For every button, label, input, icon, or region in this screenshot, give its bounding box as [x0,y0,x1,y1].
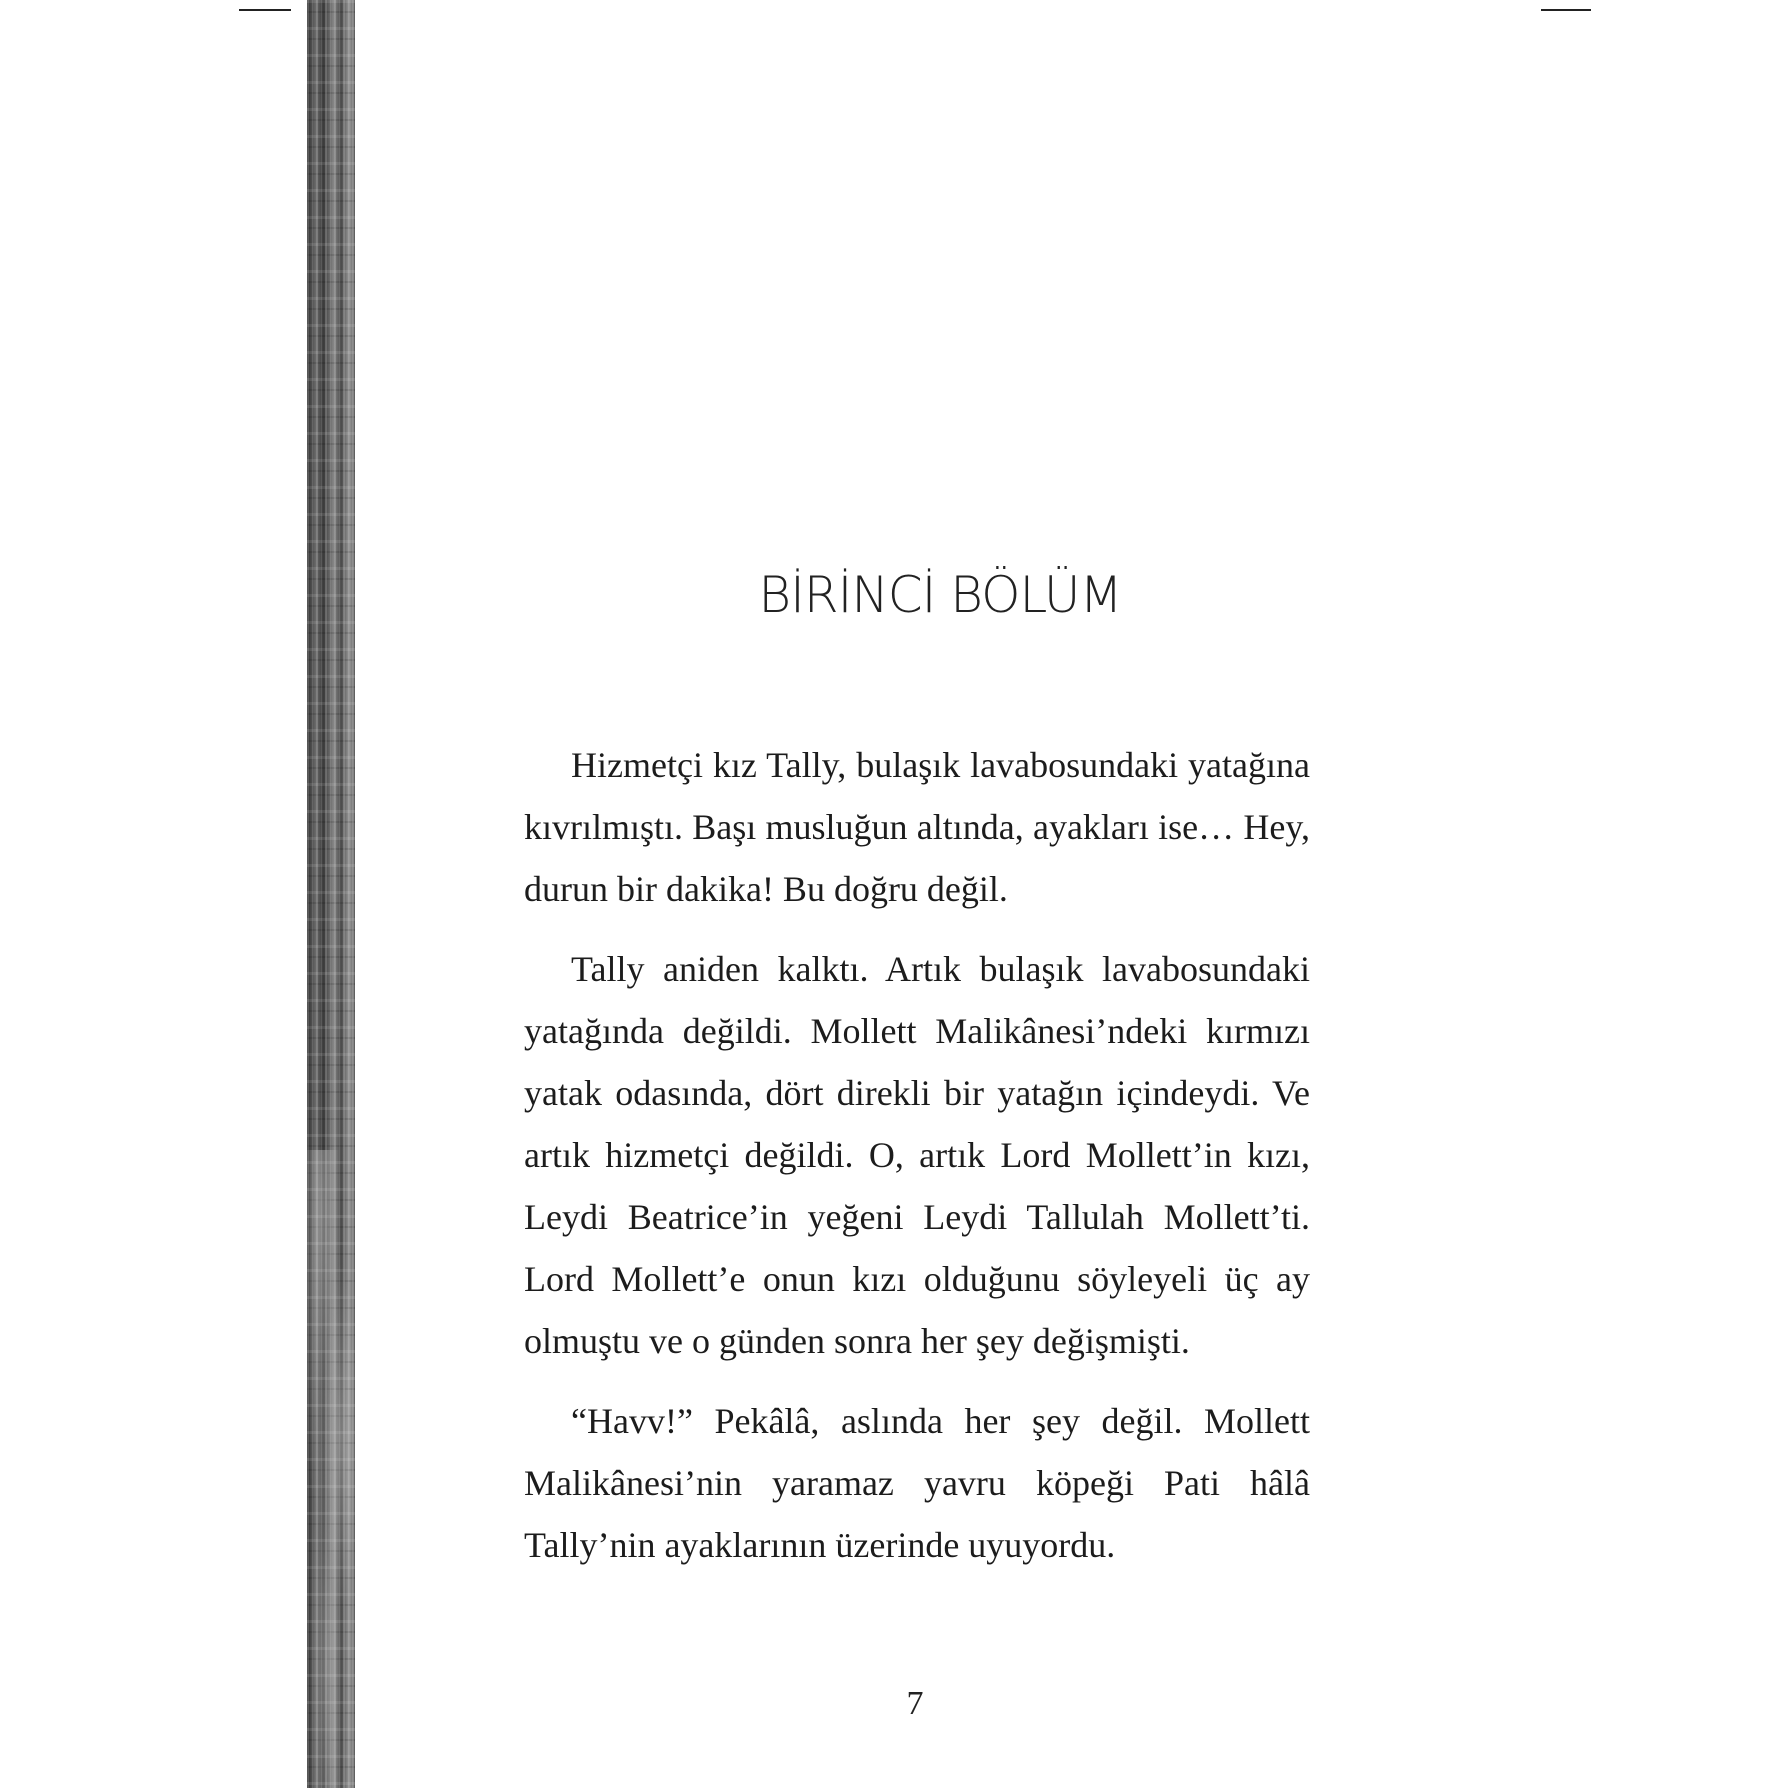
chapter-title: BİRİNCİ BÖLÜM [758,566,1122,624]
paragraph-3: “Havv!” Pekâlâ, aslında her şey değil. Mollett Malikânesi’nin yaramaz yavru köpeği Pati hâlâ Tally’nin ayaklarının üzerinde uyuyordu. [524,1401,1310,1565]
body-text [524,734,1310,1594]
page-edge-texture [307,0,355,1788]
crop-mark-left [239,9,291,11]
page-number: 7 [906,1685,924,1722]
paragraph-2: Tally aniden kalktı. Artık bulaşık lavabosundaki yatağında değildi. Mollett Malikânesi’ndeki kırmızı yatak odasında, dört direkli bir yatağın içindeydi. Ve artık hizmetçi değildi. O, artık Lord Mollett’in kızı, Leydi Beatrice’in yeğeni Leydi Tallulah Mollett’ti. Lord Mollett’e onun kızı olduğunu söyleyeli üç ay olmuştu ve o günden sonra her şey değişmişti. [524,949,1310,1361]
paragraph-1: Hizmetçi kız Tally, bulaşık lavabosundaki yatağına kıvrılmıştı. Başı musluğun altında, ayakları ise… Hey, durun bir dakika! Bu doğru değil. [524,745,1310,909]
crop-mark-right [1541,9,1591,11]
